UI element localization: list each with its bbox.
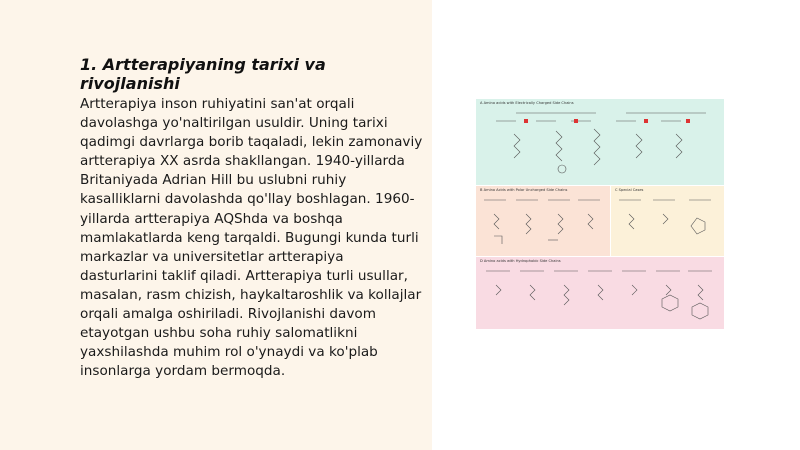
figure-section-polar <box>476 186 610 256</box>
molecule-drawings-polar <box>476 186 610 256</box>
slide-title: 1. Artterapiyaning tarixi va rivojlanishi <box>80 55 326 93</box>
figure-section-label: D Amino acids with Hydrophobic Side Chains <box>480 259 561 263</box>
amino-acid-figure <box>476 99 724 329</box>
figure-section-label: B Amino Acids with Polar Uncharged Side Chains <box>480 188 568 192</box>
figure-section-special <box>611 186 724 256</box>
slide-body-text: Artterapiya inson ruhiyatini san'at orqali davolashga yo'naltirilgan usuldir. Uning tarixi qadimgi davrlarga borib taqaladi, lekin zamonaviy artterapiya XX asrda shakllangan. 1940-yillarda Britaniyada Adrian Hill bu uslubni ruhiy kasalliklarni davolashda qo'llay boshlagan. 1960-yillarda artterapiya AQShda va boshqa mamlakatlarda keng tarqaldi. Bugungi kunda turli markazlar va universitetlar artterapiya dasturlarini taklif qiladi. Artterapiya turli usullar, masalan, rasm chizish, haykaltaroshlik va kollajlar orqali amalga oshiriladi. Rivojlanishi davom etayotgan ushbu soha ruhiy salomatlikni yaxshilashda muhim rol o'ynaydi va ko'plab insonlarga yordam bermoqda. <box>80 96 423 380</box>
molecule-drawings-charged <box>476 99 724 185</box>
figure-section-hydrophobic <box>476 257 724 329</box>
molecule-drawings-hydrophobic <box>476 257 724 329</box>
figure-section-label: C Special Cases <box>615 188 644 192</box>
figure-section-label: A Amino acids with Electrically Charged Side Chains <box>480 101 574 105</box>
molecule-drawings-special <box>611 186 724 256</box>
figure-section-charged <box>476 99 724 185</box>
